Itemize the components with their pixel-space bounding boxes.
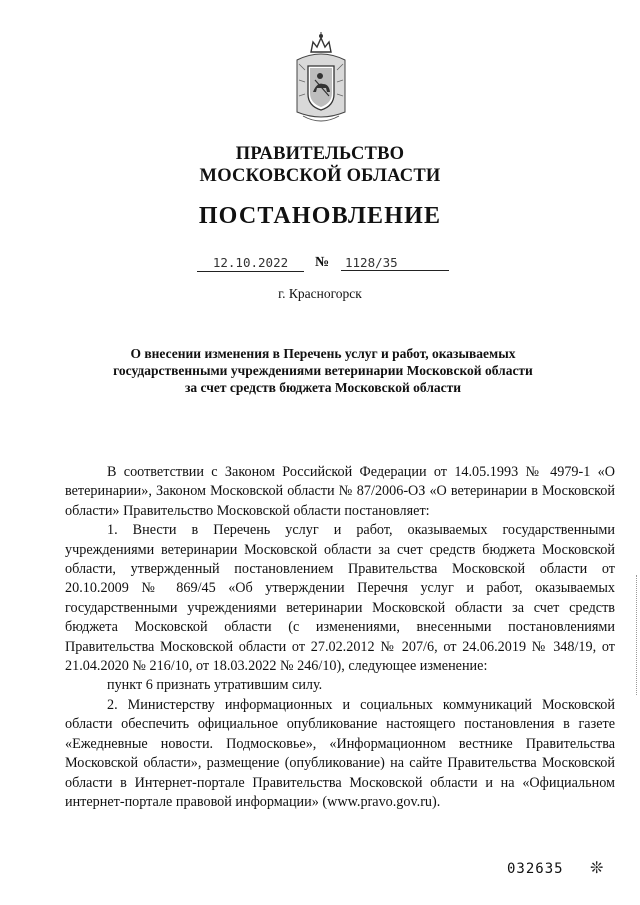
document-number: 1128/35 — [341, 255, 449, 271]
scan-edge-divider — [636, 575, 637, 695]
number-sign: № — [315, 255, 330, 270]
document-type-heading: ПОСТАНОВЛЕНИЕ — [198, 203, 442, 229]
subject-line2: государственными учреждениями ветеринарии Московской области — [113, 363, 533, 378]
body-paragraph-item-1-text: пункт 6 признать утратившим силу. — [107, 677, 323, 694]
registration-line — [197, 255, 452, 275]
city-of-issue: г. Красногорск — [278, 286, 362, 301]
subject-line3: за счет средств бюджета Московской области — [184, 380, 462, 395]
subject-line1: О внесении изменения в Перечень услуг и работ, оказываемых — [130, 346, 516, 361]
government-title — [0, 143, 640, 187]
document-date: 12.10.2022 — [197, 255, 304, 272]
coat-of-arms-icon — [293, 30, 349, 130]
body-paragraph-item-1: 1. Внести в Перечень услуг и работ, оказываемых государственными учреждениями ветеринарии Московской области за счет средств бюджета Московской области, утвержденный постановлением Правительства Московской области от 20.10.2009 № 869/45 «Об утверждении Перечня услуг и работ, оказываемых государственными учреждениями ветеринарии Московской области за счет средств бюджета Московской области (с изменениями, внесенными постановлениями Правительства Московской области от 27.02.2012 № 207/6, от 24.06.2019 № 348/19, от 21.04.2020 № 216/10, от 18.03.2022 № 246/10), следующее изменение: — [65, 522, 615, 675]
government-title-line2: МОСКОВСКОЙ ОБЛАСТИ — [199, 166, 441, 186]
body-paragraph-item-2: 2. Министерству информационных и социальных коммуникаций Московской области обеспечить официальное опубликование настоящего постановления в газете «Ежедневные новости. Подмосковье», «Информационном вестнике Правительства Московской области», размещение (опубликование) на сайте Правительства Московской области в Интернет-портале Правительства Московской области и на «Официальном интернет-портале правовой информации» (www.pravo.gov.ru). — [65, 696, 615, 810]
government-title-line1: ПРАВИТЕЛЬСТВО — [235, 144, 405, 164]
document-serial-code: 032635 — [507, 861, 564, 877]
asterisk-mark-icon: ❊ — [590, 860, 604, 877]
document-subject — [90, 345, 556, 396]
document-body — [65, 463, 615, 812]
body-paragraph-preamble: В соответствии с Законом Российской Федерации от 14.05.1993 № 4979-1 «О ветеринарии», Законом Московской области № 87/2006-ОЗ «О ветеринарии в Московской области» Правительство Московской области постановляет: — [65, 464, 615, 519]
